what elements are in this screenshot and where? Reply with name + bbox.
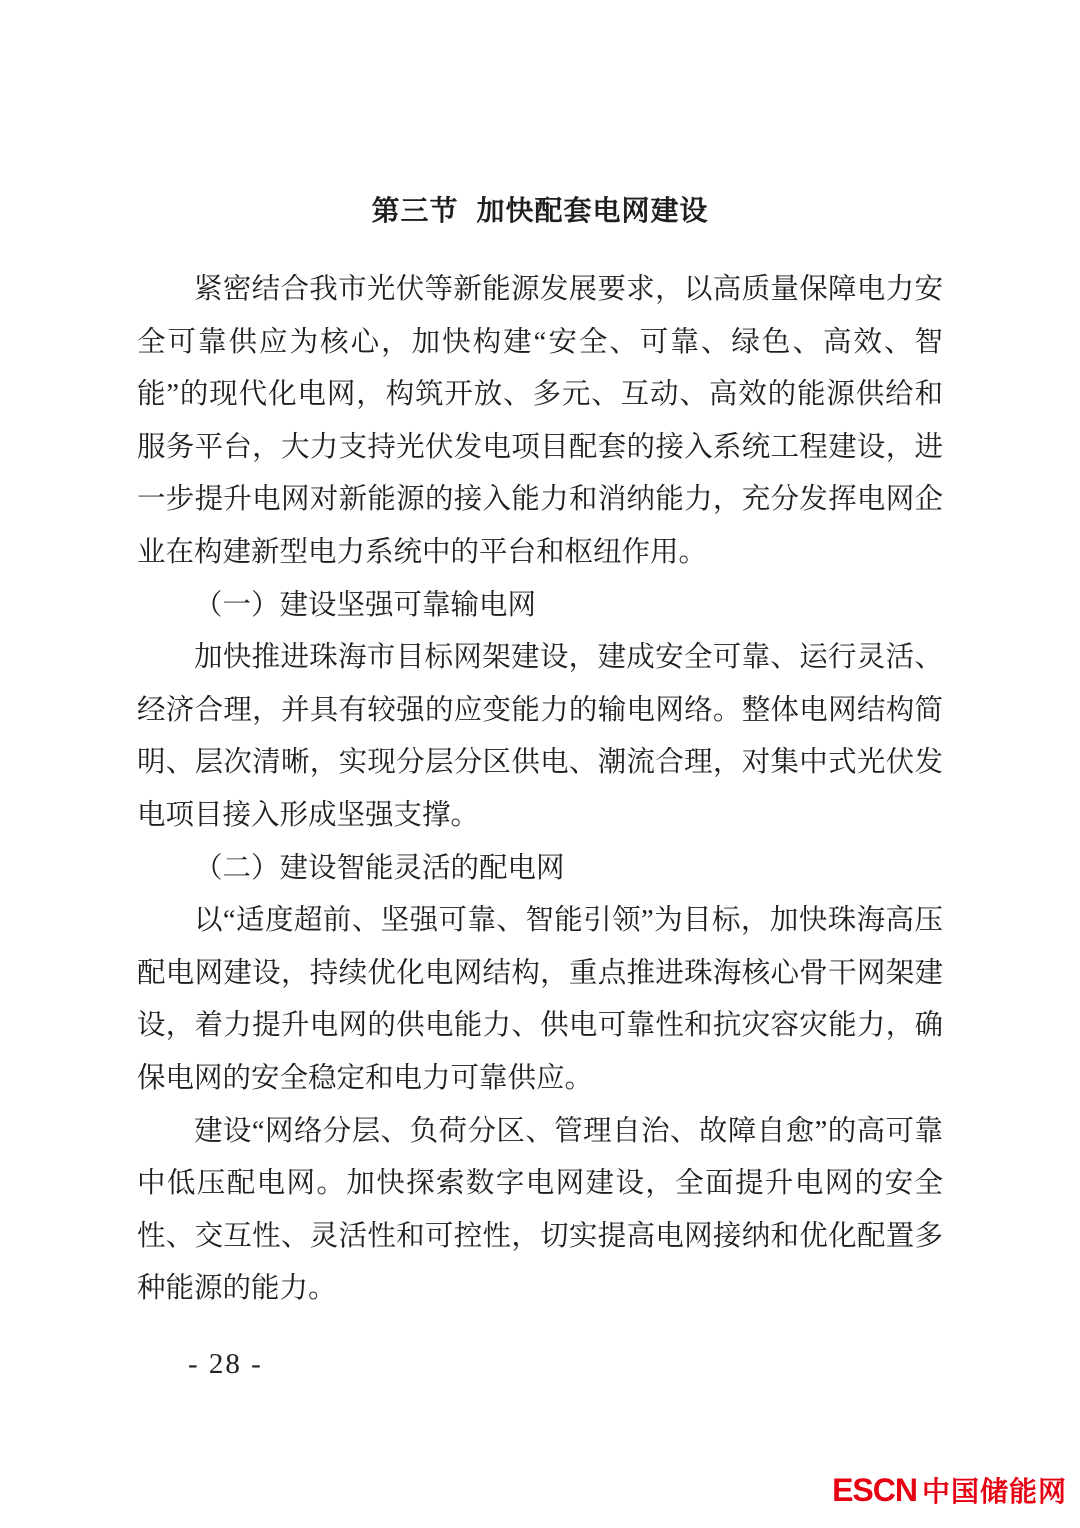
paragraph: 以“适度超前、坚强可靠、智能引领”为目标，加快珠海高压配电网建设，持续优化电网结构，重点推进珠海核心骨干网架建设，着力提升电网的供电能力、供电可靠性和抗灾容灾能力，确保电网的安全稳定和电力可靠供应。	[137, 905, 943, 1094]
paragraph: 建设“网络分层、负荷分区、管理自治、故障自愈”的高可靠中低压配电网。加快探索数字电网建设，全面提升电网的安全性、交互性、灵活性和可控性，切实提高电网接纳和优化配置多种能源的能力。	[137, 1115, 943, 1305]
paragraph: 加快推进珠海市目标网架建设，建成安全可靠、运行灵活、经济合理，并具有较强的应变能力的输电网络。整体电网结构简明、层次清晰，实现分层分区供电、潮流合理，对集中式光伏发电项目接入形成坚强支撑。	[137, 642, 943, 831]
escn-watermark-logo	[832, 1470, 1067, 1510]
logo-chinese-text: 中国储能网	[921, 1476, 1067, 1507]
document-body	[137, 190, 943, 1316]
page-number: - 28 -	[188, 1348, 263, 1380]
logo-latin-text: ESCN	[832, 1472, 917, 1508]
subsection-heading-1: （一）建设坚强可靠输电网	[194, 589, 537, 621]
paragraph: 紧密结合我市光伏等新能源发展要求，以高质量保障电力安全可靠供应为核心，加快构建“安全、可靠、绿色、高效、智能”的现代化电网，构筑开放、多元、互动、高效的能源供给和服务平台，大力支持光伏发电项目配套的接入系统工程建设，进一步提升电网对新能源的接入能力和消纳能力，充分发挥电网企业在构建新型电力系统中的平台和枢纽作用。	[137, 274, 943, 568]
section-title: 第三节 加快配套电网建设	[371, 196, 709, 227]
subsection-heading-2: （二）建设智能灵活的配电网	[194, 852, 565, 884]
